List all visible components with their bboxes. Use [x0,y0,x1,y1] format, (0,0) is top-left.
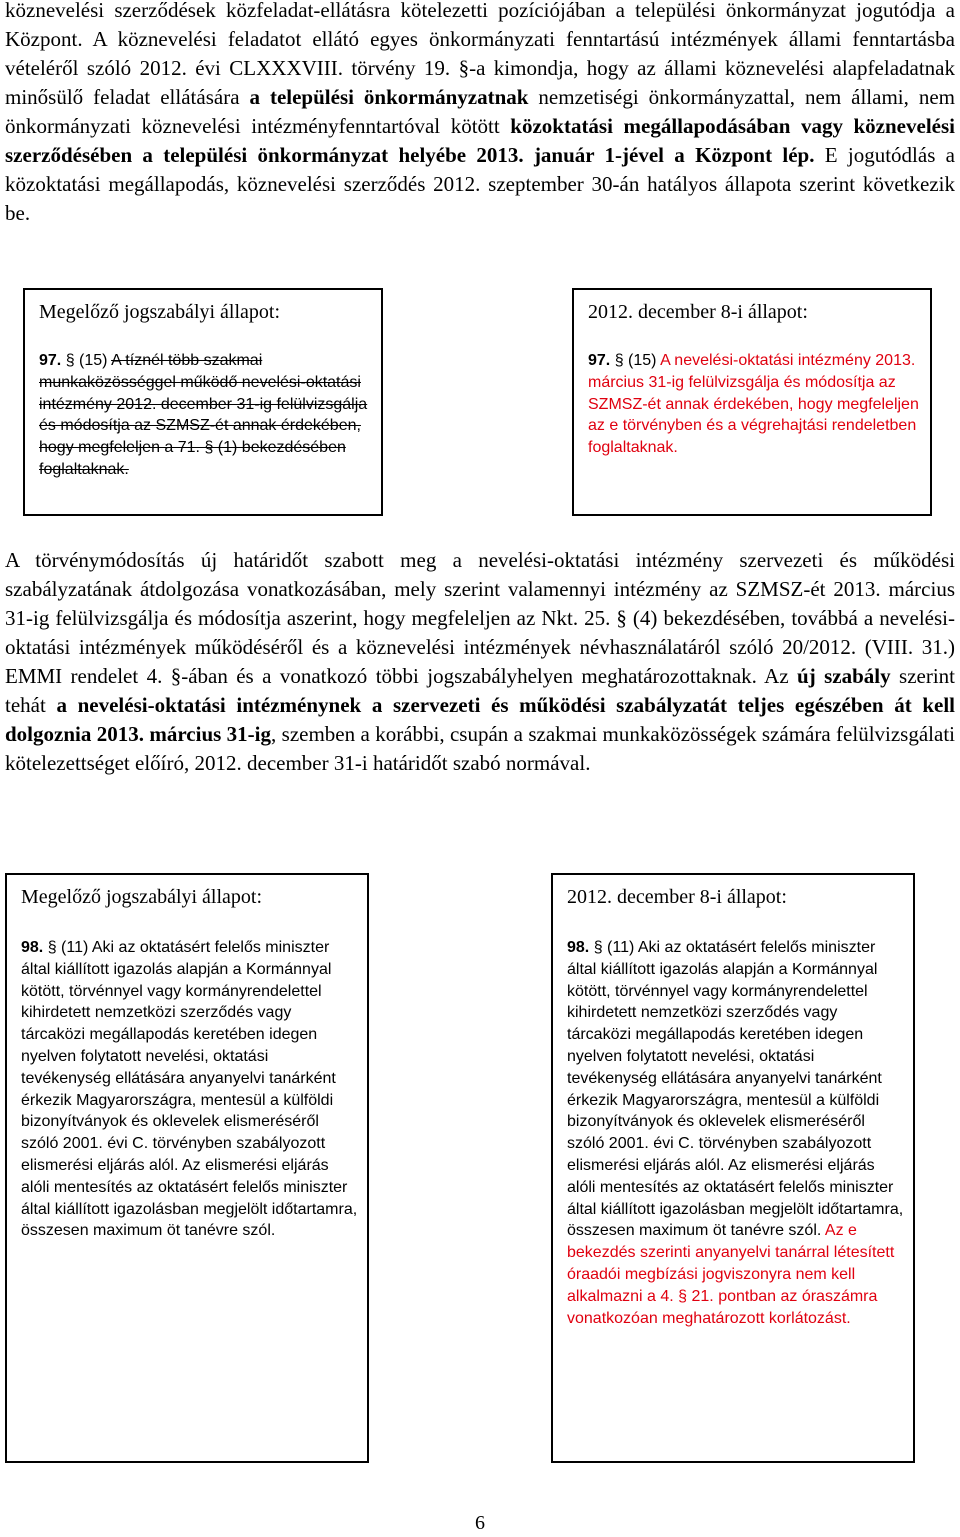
box-title: 2012. december 8-i állapot: [567,886,787,908]
section-text: § (11) Aki az oktatásért felelős miniszter által kiállított igazolás alapján a Kormánnyal kötött, törvénnyel vagy kormányrendelettel kihirdetett nemzetközi szerződés vagy tárcaközi megállapodás keretében idegen nyelven folytatott nevelési, oktatási tevékenység ellátására anyanyelvi tanárként érkezik Magyarországra, mentesül a külföldi bizonyítványok és oklevelek elismeréséről szóló 2001. évi C. törvényben szabályozott elismerési eljárás alól. Az elismerési eljárás alóli mentesítés az oktatásért felelős miniszter által kiállított igazolásban megjelölt időtartamra, összesen maximum öt tanévre szól. [567,939,904,1240]
para2-text-1: A törvénymódosítás új határidőt szabott meg a nevelési-oktatási intézmény szervezeti és működési szabályzatának átdolgozása vonatkozásában, mely szerint valamennyi intézmény az SZMSZ-ét 2013. március 31-ig felülvizsgálja és módosítja aszerint, hogy megfeleljen az Nkt. 25. § (4) bekezdésében, továbbá a nevelési-oktatási intézmények működéséről és a köznevelési intézmények névhasználatáról szóló 20/2012. (VIII. 31.) EMMI rendelet 4. §-ában és a vonatkozó többi jogszabályhelyen meghatározottaknak. Az [5,548,955,688]
section-number: 98. [21,939,44,956]
para2-text-2: szerint tehát [5,664,955,717]
section-number: 98. [567,939,590,956]
para1-text-2: nemzetiségi önkormányzattal, nem állami, nem önkormányzati köznevelési intézményfenntartóval kötött [5,85,956,138]
current-state-box-98 [551,873,915,1463]
page-number: 6 [475,1512,485,1534]
para1-bold-1: a települési önkormányzatnak [249,85,529,109]
box-text [588,350,922,459]
box-title: Megelőző jogszabályi állapot: [39,301,281,323]
added-text: Az e bekezdés szerinti anyanyelvi tanárral létesített óraadói megbízási jogviszonyra nem kell alkalmazni a 4. § 21. pontban az óraszámra vonatkozóan meghatározott korlátozást. [567,1222,895,1327]
section-number: 97. [39,352,62,369]
amended-text: A nevelési-oktatási intézmény 2013. március 31-ig felülvizsgálja és módosítja az SZMSZ-ét annak érdekében, hogy megfeleljen az e törvényben és a végrehajtási rendeletben foglaltaknak. [588,352,919,457]
box-text [21,937,359,1242]
paragraph-ref: § (15) [610,352,661,369]
box-title: 2012. december 8-i állapot: [588,301,808,323]
section-number: 97. [588,352,611,369]
para2-text-3: , szemben a korábbi, csupán a szakmai munkaközösségek számára felülvizsgálati kötelezettséget előíró, 2012. december 31-i határidőt szabó normával. [5,722,956,775]
previous-state-box-98 [5,873,369,1463]
repealed-text: A tíznél több szakmai munkaközösséggel működő nevelési-oktatási intézmény 2012. december 31-ig felülvizsgálja és módosítja az SZMSZ-ét annak érdekében, hogy megfeleljen a 71. § (1) bekezdésében foglaltaknak. [39,352,368,478]
box-text [567,937,905,1329]
para2-bold-1: új szabály [797,664,891,688]
amendment-paragraph [5,546,955,778]
box-text [39,350,373,481]
previous-state-box-97 [23,288,383,516]
para2-bold-2: a nevelési-oktatási intézménynek a szervezeti és működési szabályzatát teljes egészében át kell dolgoznia 2013. március 31-ig [5,693,955,746]
box-title: Megelőző jogszabályi állapot: [21,886,263,908]
para1-text-3: E jogutódlás a közoktatási megállapodás, köznevelési szerződés 2012. szeptember 30-án hatályos állapota szerint következik be. [5,143,955,225]
current-state-box-97 [572,288,932,516]
section-text: § (11) Aki az oktatásért felelős miniszter által kiállított igazolás alapján a Kormánnyal kötött, törvénnyel vagy kormányrendelettel kihirdetett nemzetközi szerződés vagy tárcaközi megállapodás keretében idegen nyelven folytatott nevelési, oktatási tevékenység ellátására anyanyelvi tanárként érkezik Magyarországra, mentesül a külföldi bizonyítványok és oklevelek elismeréséről szóló 2001. évi C. törvényben szabályozott elismerési eljárás alól. Az elismerési eljárás alóli mentesítés az oktatásért felelős miniszter által kiállított igazolásban megjelölt időtartamra, összesen maximum öt tanévre szól. [21,939,358,1240]
intro-paragraph [5,0,955,228]
para1-bold-2: közoktatási megállapodásában vagy köznevelési szerződésében a települési önkormányzat helyébe 2013. január 1-jével a Központ lép. [5,114,955,167]
paragraph-ref: § (15) [61,352,112,369]
para1-text-1: köznevelési szerződések közfeladat-ellátásra kötelezetti pozíciójában a települési önkormányzat jogutódja a Központ. A köznevelési feladatot ellátó egyes önkormányzati fenntartású intézmények állami fenntartásba vételéről szóló 2012. évi CLXXXVIII. törvény 19. §-a kimondja, hogy az állami köznevelési alapfeladatnak minősülő feladat ellátására [5,0,955,109]
